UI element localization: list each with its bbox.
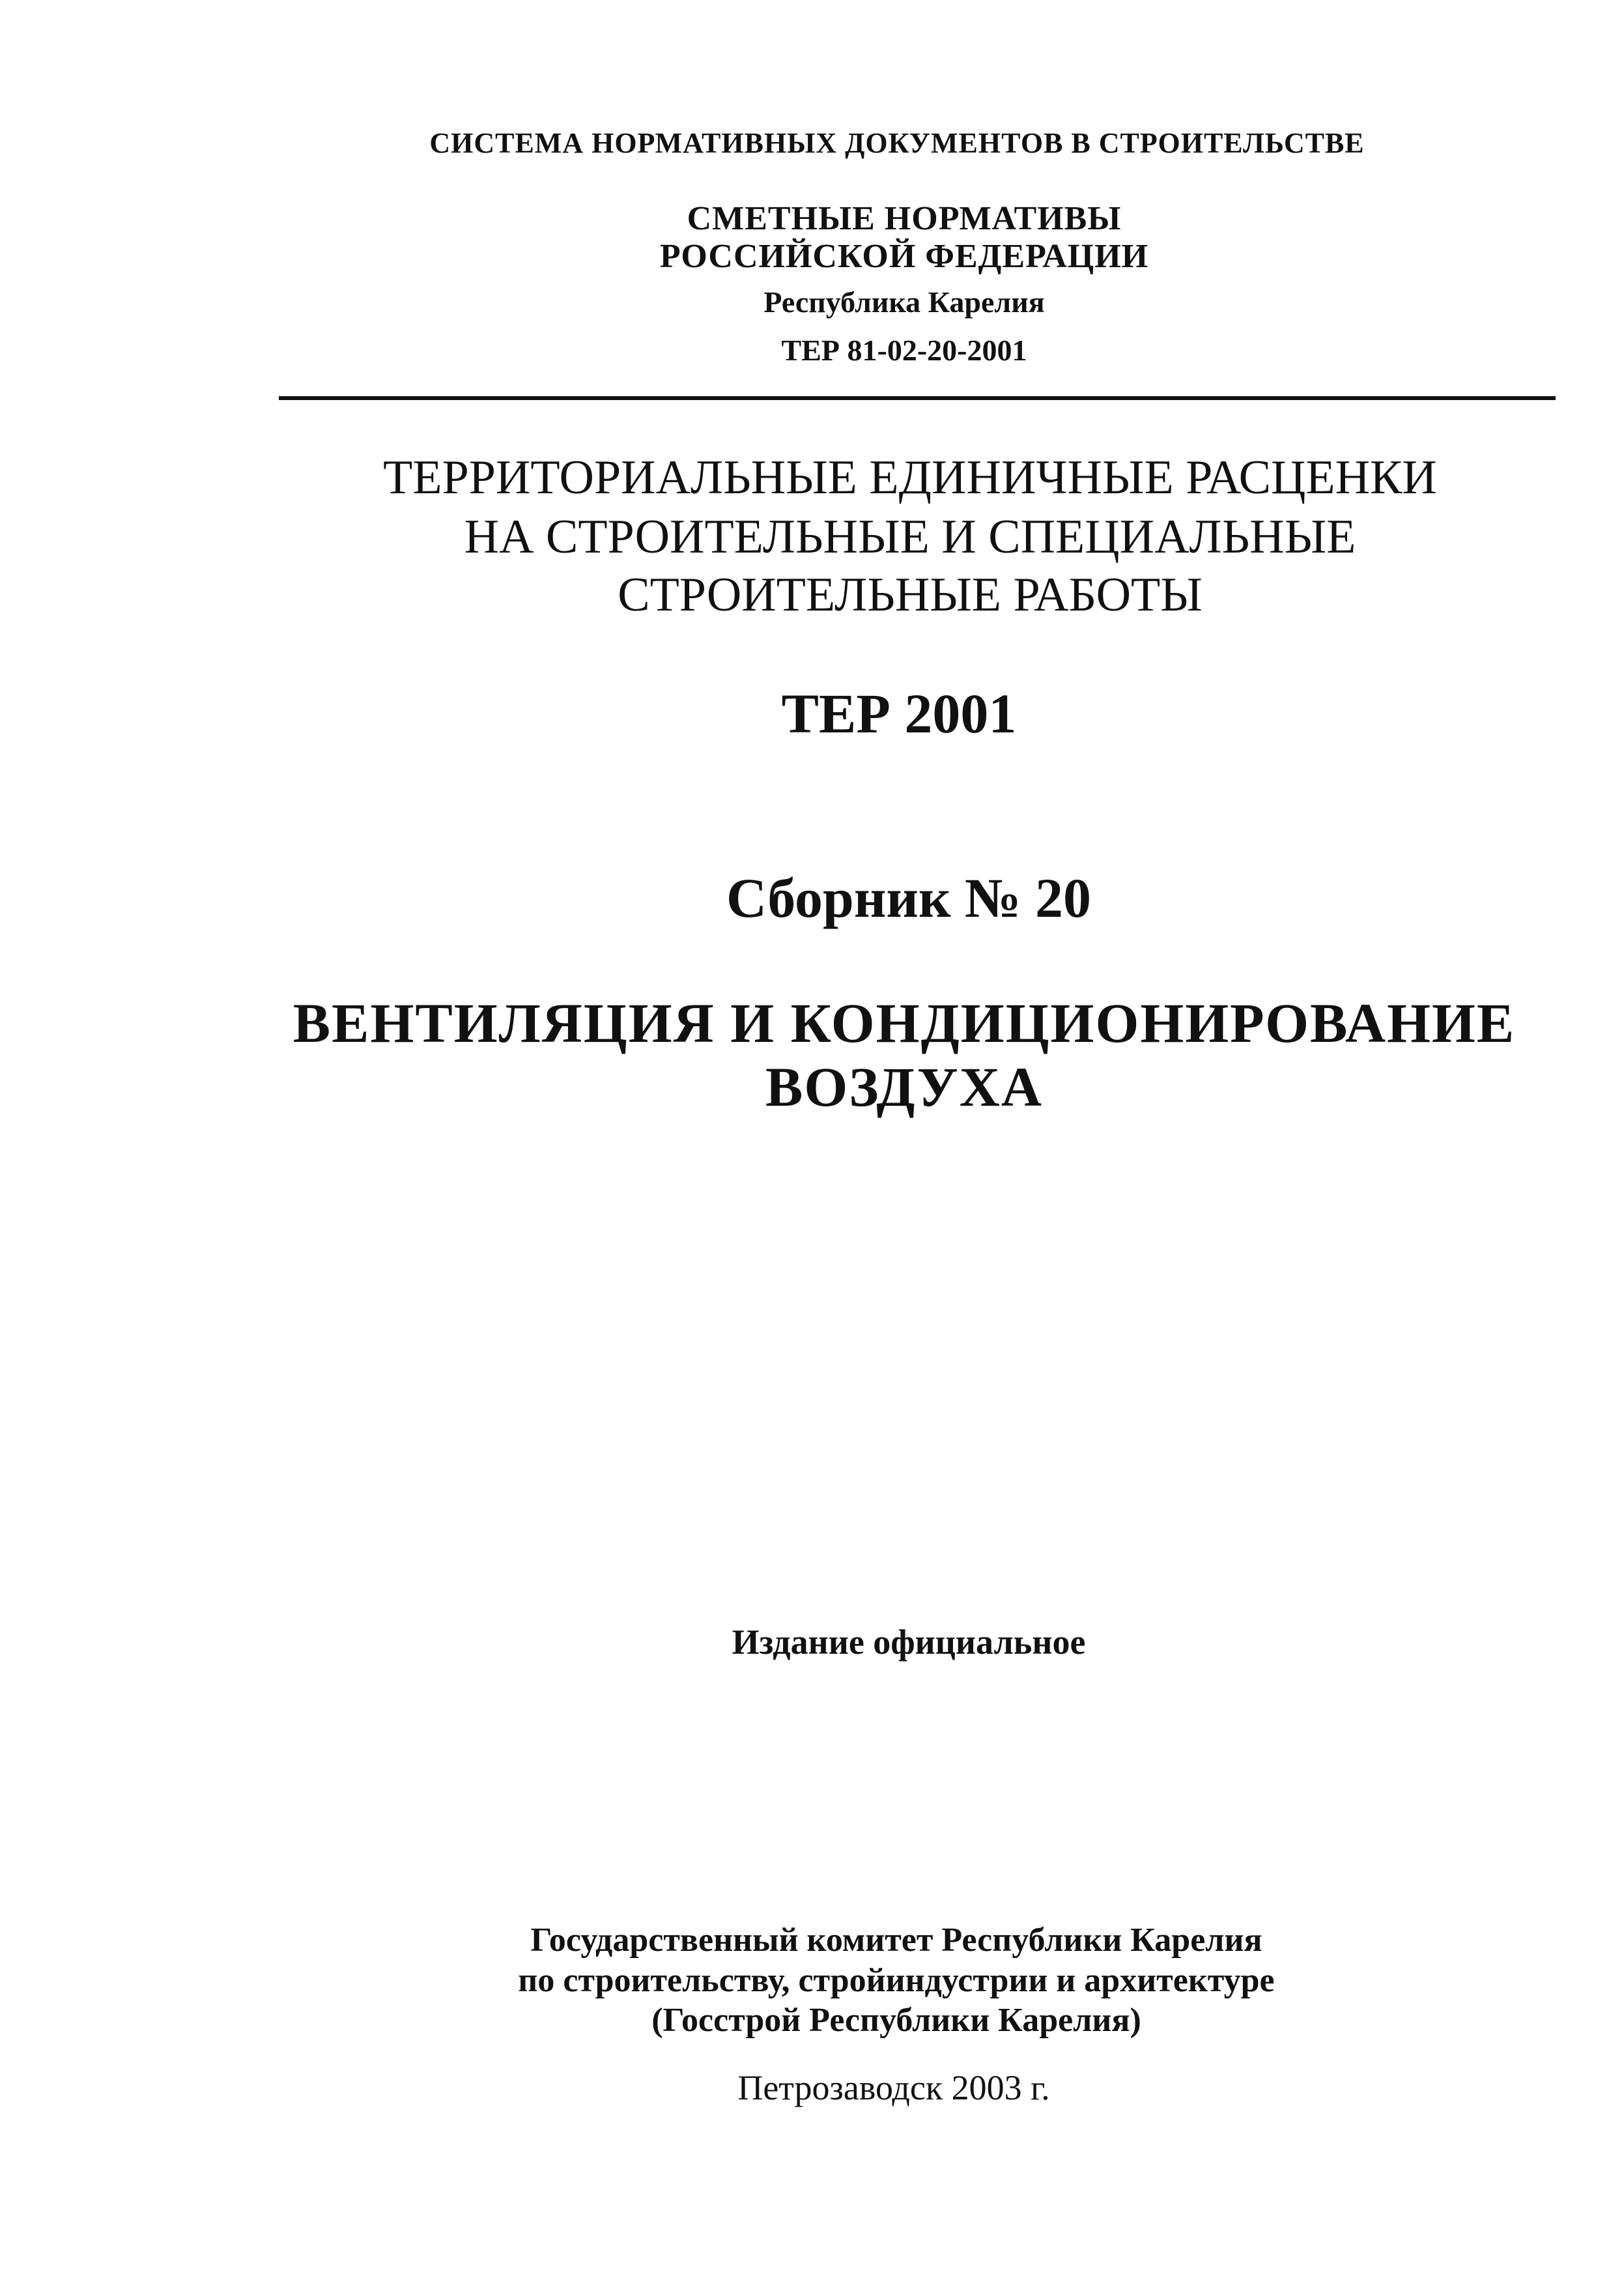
- collection-title: Сборник № 20: [726, 867, 1091, 929]
- official-edition: Издание официальное: [732, 1622, 1086, 1662]
- header-divider: [279, 396, 1556, 400]
- subject-title-line2: ВОЗДУХА: [765, 1056, 1043, 1118]
- publisher-line2: по строительству, стройиндустрии и архитектуре: [518, 1962, 1275, 1999]
- document-code: ТЕР 81-02-20-2001: [781, 334, 1027, 367]
- main-title-line2: НА СТРОИТЕЛЬНЫЕ И СПЕЦИАЛЬНЫЕ: [464, 510, 1356, 564]
- norms-title-line1: СМЕТНЫЕ НОРМАТИВЫ: [687, 200, 1122, 237]
- publisher-line3: (Госстрой Республики Карелия): [651, 2002, 1141, 2039]
- main-title-line3: СТРОИТЕЛЬНЫЕ РАБОТЫ: [618, 568, 1203, 622]
- place-year: Петрозаводск 2003 г.: [737, 2068, 1050, 2107]
- main-title-line1: ТЕРРИТОРИАЛЬНЫЕ ЕДИНИЧНЫЕ РАСЦЕНКИ: [383, 451, 1437, 504]
- publisher-line1: Государственный комитет Республики Карелия: [530, 1922, 1262, 1959]
- system-title: СИСТЕМА НОРМАТИВНЫХ ДОКУМЕНТОВ В СТРОИТЕЛЬСТВЕ: [429, 127, 1365, 159]
- edition-title: ТЕР 2001: [781, 682, 1017, 745]
- region: Республика Карелия: [763, 285, 1045, 319]
- subject-title-line1: ВЕНТИЛЯЦИЯ И КОНДИЦИОНИРОВАНИЕ: [292, 992, 1516, 1054]
- norms-title-line2: РОССИЙСКОЙ ФЕДЕРАЦИИ: [659, 238, 1149, 275]
